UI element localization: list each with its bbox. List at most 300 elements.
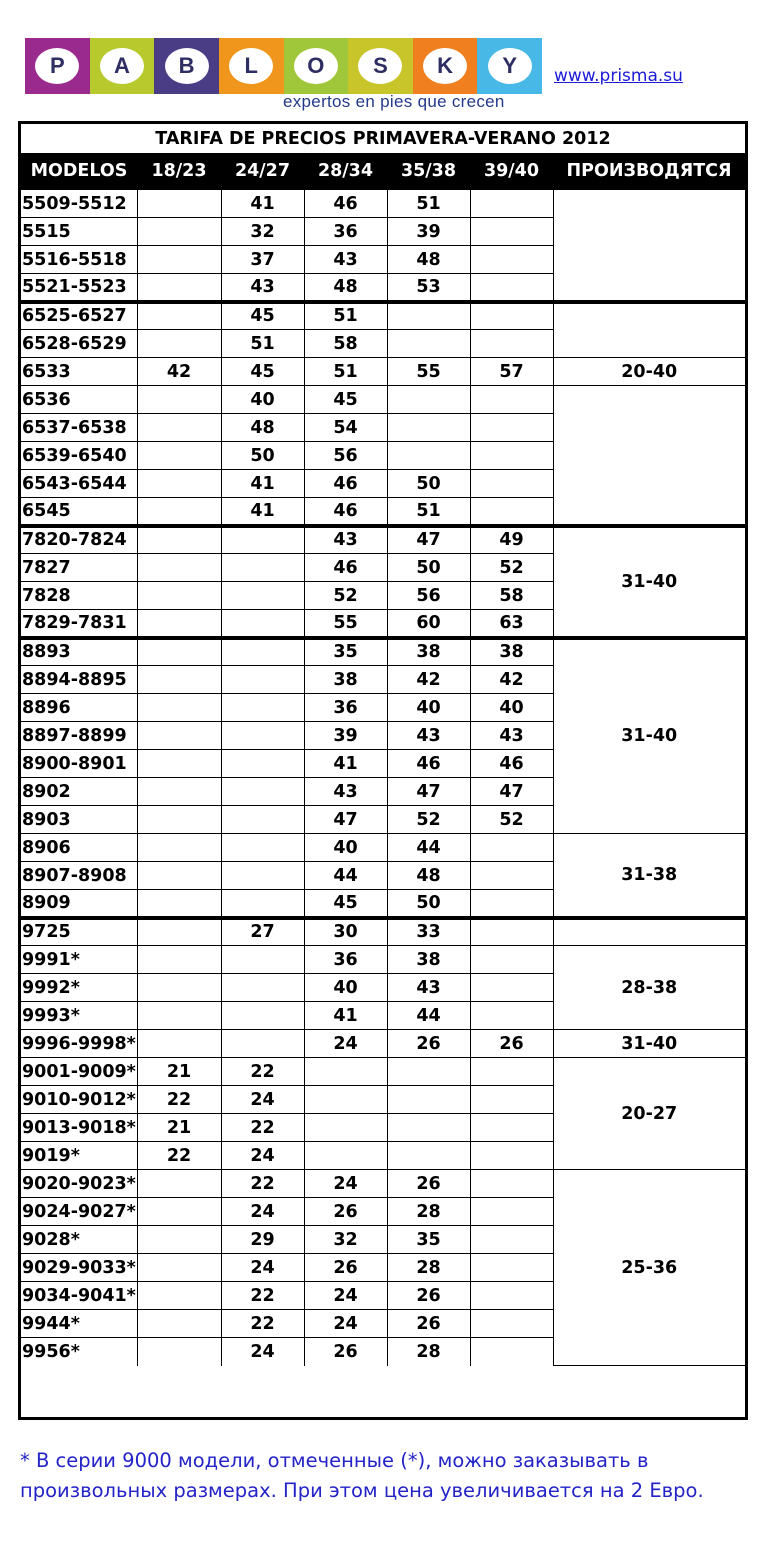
price-cell [221, 890, 304, 918]
price-cell: 63 [470, 610, 553, 638]
price-cell [470, 246, 553, 274]
table-row [21, 1170, 745, 1198]
price-cell [137, 806, 221, 834]
price-cell [137, 638, 221, 666]
price-cell: 38 [387, 946, 470, 974]
price-cell [137, 694, 221, 722]
price-cell [137, 1030, 221, 1058]
price-cell: 26 [304, 1254, 387, 1282]
price-cell [470, 1086, 553, 1114]
price-cell [137, 834, 221, 862]
price-cell: 27 [221, 918, 304, 946]
price-cell [221, 1030, 304, 1058]
logo-letter-tile [284, 38, 349, 94]
price-cell: 58 [470, 582, 553, 610]
price-cell: 28 [387, 1198, 470, 1226]
price-cell [137, 946, 221, 974]
production-range-cell: 31-40 [553, 638, 745, 834]
price-cell: 45 [304, 386, 387, 414]
model-cell: 6537-6538 [21, 414, 137, 442]
price-cell [221, 778, 304, 806]
price-cell [221, 750, 304, 778]
logo-letter: P [35, 48, 79, 84]
price-cell [137, 778, 221, 806]
model-cell: 9013-9018* [21, 1114, 137, 1142]
logo-letter: A [100, 48, 144, 84]
table-row [21, 386, 745, 414]
price-cell [470, 1114, 553, 1142]
price-cell: 26 [470, 1030, 553, 1058]
price-cell [221, 666, 304, 694]
logo-letter-tile [413, 38, 478, 94]
price-cell: 24 [221, 1198, 304, 1226]
price-cell [137, 666, 221, 694]
price-cell: 56 [387, 582, 470, 610]
price-cell: 21 [137, 1058, 221, 1086]
price-cell: 42 [387, 666, 470, 694]
table-header-row [21, 153, 745, 190]
model-cell: 9992* [21, 974, 137, 1002]
price-cell [304, 1114, 387, 1142]
price-cell [387, 1086, 470, 1114]
price-cell [470, 918, 553, 946]
model-cell: 7828 [21, 582, 137, 610]
price-cell: 51 [304, 358, 387, 386]
price-cell [470, 386, 553, 414]
model-cell: 6545 [21, 498, 137, 526]
price-cell [137, 1170, 221, 1198]
footnote: * В серии 9000 модели, отмеченные (*), можно заказывать в произвольных размерах. При этом цена увеличивается на 2 Евро. [20, 1449, 704, 1502]
price-cell [137, 1338, 221, 1366]
price-cell: 51 [387, 190, 470, 218]
price-cell [470, 1254, 553, 1282]
price-cell: 22 [221, 1114, 304, 1142]
price-cell [221, 722, 304, 750]
production-range-cell: 20-27 [553, 1058, 745, 1170]
model-cell: 9001-9009* [21, 1058, 137, 1086]
price-cell [304, 1058, 387, 1086]
price-cell: 36 [304, 694, 387, 722]
column-header: 35/38 [387, 153, 470, 190]
price-cell [137, 554, 221, 582]
column-header: 18/23 [137, 153, 221, 190]
model-cell: 9029-9033* [21, 1254, 137, 1282]
price-cell: 45 [304, 890, 387, 918]
price-cell: 22 [221, 1310, 304, 1338]
production-range-cell [553, 302, 745, 358]
price-list-title: TARIFA DE PRECIOS PRIMAVERA-VERANO 2012 [155, 128, 611, 149]
model-cell: 9019* [21, 1142, 137, 1170]
price-cell [137, 974, 221, 1002]
table-row [21, 190, 745, 218]
price-cell: 39 [304, 722, 387, 750]
price-cell: 46 [387, 750, 470, 778]
price-cell: 41 [304, 750, 387, 778]
price-cell: 41 [221, 498, 304, 526]
price-cell [470, 190, 553, 218]
column-header: 24/27 [221, 153, 304, 190]
price-cell: 48 [304, 274, 387, 302]
price-cell [137, 1002, 221, 1030]
price-cell: 37 [221, 246, 304, 274]
price-cell: 46 [304, 470, 387, 498]
price-cell [137, 302, 221, 330]
price-table [21, 153, 745, 1366]
price-cell: 41 [221, 470, 304, 498]
model-cell: 9034-9041* [21, 1282, 137, 1310]
price-cell: 26 [387, 1030, 470, 1058]
price-cell: 53 [387, 274, 470, 302]
price-cell [221, 582, 304, 610]
model-cell: 9725 [21, 918, 137, 946]
price-cell: 50 [387, 890, 470, 918]
price-cell [387, 386, 470, 414]
price-cell: 40 [304, 834, 387, 862]
price-cell [137, 442, 221, 470]
model-cell: 8906 [21, 834, 137, 862]
price-cell: 49 [470, 526, 553, 554]
price-cell: 43 [470, 722, 553, 750]
price-cell: 52 [470, 554, 553, 582]
price-cell: 42 [137, 358, 221, 386]
column-header: ПРОИЗВОДЯТСЯ [553, 153, 745, 190]
logo-letter-tile [90, 38, 155, 94]
price-cell: 32 [221, 218, 304, 246]
price-cell [137, 722, 221, 750]
price-cell [470, 414, 553, 442]
table-row [21, 526, 745, 554]
production-range-cell [553, 386, 745, 526]
price-cell [137, 526, 221, 554]
price-cell [387, 330, 470, 358]
price-cell [137, 498, 221, 526]
website-link[interactable]: www.prisma.su [554, 66, 683, 86]
logo-letter: B [165, 48, 209, 84]
price-cell: 44 [304, 862, 387, 890]
price-cell [221, 974, 304, 1002]
price-cell [137, 582, 221, 610]
price-cell [137, 1282, 221, 1310]
price-cell: 22 [221, 1058, 304, 1086]
price-cell: 47 [470, 778, 553, 806]
price-cell: 47 [387, 778, 470, 806]
table-row [21, 1058, 745, 1086]
price-cell: 22 [137, 1142, 221, 1170]
price-cell: 36 [304, 946, 387, 974]
price-cell [137, 274, 221, 302]
price-cell: 48 [387, 246, 470, 274]
model-cell: 8907-8908 [21, 862, 137, 890]
price-cell [470, 974, 553, 1002]
price-cell [137, 890, 221, 918]
table-row [21, 918, 745, 946]
price-cell [387, 302, 470, 330]
price-cell: 44 [387, 834, 470, 862]
price-cell: 39 [387, 218, 470, 246]
production-range-cell: 20-40 [553, 358, 745, 386]
price-cell [137, 218, 221, 246]
price-cell [221, 806, 304, 834]
price-cell [221, 834, 304, 862]
price-cell [470, 1142, 553, 1170]
model-cell: 9010-9012* [21, 1086, 137, 1114]
price-cell [470, 442, 553, 470]
table-row [21, 834, 745, 862]
price-cell [470, 498, 553, 526]
price-cell: 26 [304, 1198, 387, 1226]
price-cell [137, 1226, 221, 1254]
price-cell: 35 [387, 1226, 470, 1254]
price-cell [387, 1114, 470, 1142]
price-cell: 22 [221, 1282, 304, 1310]
price-list-sheet [18, 121, 748, 1420]
price-cell [304, 1142, 387, 1170]
logo-letter-tile [348, 38, 413, 94]
model-cell: 5521-5523 [21, 274, 137, 302]
table-row [21, 638, 745, 666]
price-cell: 24 [221, 1086, 304, 1114]
model-cell: 9944* [21, 1310, 137, 1338]
logo-letter-tile [154, 38, 219, 94]
price-cell [137, 610, 221, 638]
price-cell [221, 554, 304, 582]
price-cell: 57 [470, 358, 553, 386]
price-cell [221, 1002, 304, 1030]
price-cell [137, 918, 221, 946]
price-cell: 42 [470, 666, 553, 694]
model-cell: 8896 [21, 694, 137, 722]
price-cell: 26 [387, 1282, 470, 1310]
production-range-cell: 31-40 [553, 1030, 745, 1058]
brand-tagline: expertos en pies que crecen [283, 92, 505, 111]
logo-letter: Y [488, 48, 532, 84]
price-cell: 56 [304, 442, 387, 470]
price-cell [470, 302, 553, 330]
price-cell [304, 1086, 387, 1114]
price-cell: 48 [387, 862, 470, 890]
price-cell: 46 [304, 190, 387, 218]
logo-letter: K [423, 48, 467, 84]
price-cell: 47 [387, 526, 470, 554]
price-cell [470, 1282, 553, 1310]
price-cell: 35 [304, 638, 387, 666]
price-cell: 28 [387, 1254, 470, 1282]
price-cell: 38 [304, 666, 387, 694]
price-cell: 28 [387, 1338, 470, 1366]
price-cell: 43 [221, 274, 304, 302]
model-cell: 9956* [21, 1338, 137, 1366]
price-cell: 40 [470, 694, 553, 722]
price-cell [470, 470, 553, 498]
model-cell: 6536 [21, 386, 137, 414]
model-cell: 6528-6529 [21, 330, 137, 358]
price-cell [470, 1338, 553, 1366]
price-cell: 50 [387, 554, 470, 582]
model-cell: 8897-8899 [21, 722, 137, 750]
model-cell: 9991* [21, 946, 137, 974]
price-cell: 32 [304, 1226, 387, 1254]
price-cell [470, 1058, 553, 1086]
model-cell: 5509-5512 [21, 190, 137, 218]
price-cell [470, 946, 553, 974]
price-cell: 52 [387, 806, 470, 834]
price-cell: 24 [221, 1254, 304, 1282]
price-cell: 55 [387, 358, 470, 386]
price-cell: 60 [387, 610, 470, 638]
price-cell: 41 [304, 1002, 387, 1030]
price-cell: 38 [470, 638, 553, 666]
model-cell: 6525-6527 [21, 302, 137, 330]
logo-letter: L [229, 48, 273, 84]
table-row [21, 302, 745, 330]
price-cell: 24 [304, 1030, 387, 1058]
production-range-cell: 25-36 [553, 1170, 745, 1366]
price-cell [470, 1226, 553, 1254]
price-cell: 58 [304, 330, 387, 358]
price-cell [137, 246, 221, 274]
model-cell: 9996-9998* [21, 1030, 137, 1058]
price-cell: 26 [304, 1338, 387, 1366]
price-cell [137, 414, 221, 442]
model-cell: 5516-5518 [21, 246, 137, 274]
price-cell: 43 [304, 526, 387, 554]
price-cell [470, 1170, 553, 1198]
logo-letter-tile [477, 38, 542, 94]
price-cell: 45 [221, 302, 304, 330]
price-cell: 36 [304, 218, 387, 246]
model-cell: 5515 [21, 218, 137, 246]
price-cell: 50 [221, 442, 304, 470]
price-cell: 46 [304, 498, 387, 526]
price-cell [470, 862, 553, 890]
price-cell: 41 [221, 190, 304, 218]
price-cell [470, 274, 553, 302]
logo-letter-tile [219, 38, 284, 94]
price-cell: 47 [304, 806, 387, 834]
model-cell: 9993* [21, 1002, 137, 1030]
production-range-cell [553, 918, 745, 946]
price-cell: 30 [304, 918, 387, 946]
price-cell: 54 [304, 414, 387, 442]
price-cell: 21 [137, 1114, 221, 1142]
model-cell: 9028* [21, 1226, 137, 1254]
price-cell: 43 [304, 778, 387, 806]
price-cell: 29 [221, 1226, 304, 1254]
model-cell: 7820-7824 [21, 526, 137, 554]
model-cell: 8893 [21, 638, 137, 666]
price-cell: 40 [387, 694, 470, 722]
price-cell: 50 [387, 470, 470, 498]
model-cell: 8902 [21, 778, 137, 806]
price-cell: 24 [304, 1310, 387, 1338]
model-cell: 6533 [21, 358, 137, 386]
price-cell: 46 [304, 554, 387, 582]
price-cell [137, 330, 221, 358]
column-header: 39/40 [470, 153, 553, 190]
model-cell: 7829-7831 [21, 610, 137, 638]
model-cell: 8909 [21, 890, 137, 918]
price-cell: 24 [304, 1170, 387, 1198]
price-cell [137, 750, 221, 778]
price-cell: 33 [387, 918, 470, 946]
price-cell [221, 638, 304, 666]
price-cell: 44 [387, 1002, 470, 1030]
price-cell: 22 [221, 1170, 304, 1198]
table-row [21, 358, 745, 386]
price-cell: 51 [387, 498, 470, 526]
price-cell [470, 330, 553, 358]
price-cell [137, 862, 221, 890]
price-cell [137, 386, 221, 414]
price-cell [387, 414, 470, 442]
table-row [21, 1030, 745, 1058]
table-row [21, 946, 745, 974]
model-cell: 9024-9027* [21, 1198, 137, 1226]
price-cell [137, 1310, 221, 1338]
price-cell [387, 1142, 470, 1170]
price-cell [221, 946, 304, 974]
price-cell [221, 862, 304, 890]
model-cell: 8894-8895 [21, 666, 137, 694]
price-cell: 22 [137, 1086, 221, 1114]
model-cell: 6539-6540 [21, 442, 137, 470]
price-cell: 48 [221, 414, 304, 442]
price-cell: 24 [304, 1282, 387, 1310]
price-cell [470, 1002, 553, 1030]
price-cell [221, 610, 304, 638]
logo-letter-tile [25, 38, 90, 94]
production-range-cell: 28-38 [553, 946, 745, 1030]
price-cell: 51 [304, 302, 387, 330]
price-cell [221, 526, 304, 554]
price-cell [387, 442, 470, 470]
price-cell: 45 [221, 358, 304, 386]
model-cell: 8903 [21, 806, 137, 834]
logo-letter: O [294, 48, 338, 84]
price-cell: 55 [304, 610, 387, 638]
price-cell [470, 1198, 553, 1226]
production-range-cell: 31-40 [553, 526, 745, 638]
price-cell [470, 1310, 553, 1338]
price-cell: 52 [470, 806, 553, 834]
price-cell [221, 694, 304, 722]
column-header: MODELOS [21, 153, 137, 190]
brand-logo [25, 38, 542, 94]
price-cell: 46 [470, 750, 553, 778]
price-cell: 43 [304, 246, 387, 274]
price-cell: 26 [387, 1310, 470, 1338]
price-cell [137, 1254, 221, 1282]
price-cell: 52 [304, 582, 387, 610]
production-range-cell [553, 190, 745, 302]
price-cell [137, 190, 221, 218]
price-cell: 26 [387, 1170, 470, 1198]
model-cell: 6543-6544 [21, 470, 137, 498]
price-cell [470, 218, 553, 246]
price-cell [137, 470, 221, 498]
price-cell: 40 [304, 974, 387, 1002]
price-cell [470, 834, 553, 862]
price-cell: 40 [221, 386, 304, 414]
price-cell [470, 890, 553, 918]
price-cell: 24 [221, 1142, 304, 1170]
price-cell: 43 [387, 974, 470, 1002]
price-cell: 51 [221, 330, 304, 358]
model-cell: 8900-8901 [21, 750, 137, 778]
column-header: 28/34 [304, 153, 387, 190]
price-cell: 43 [387, 722, 470, 750]
price-cell: 24 [221, 1338, 304, 1366]
